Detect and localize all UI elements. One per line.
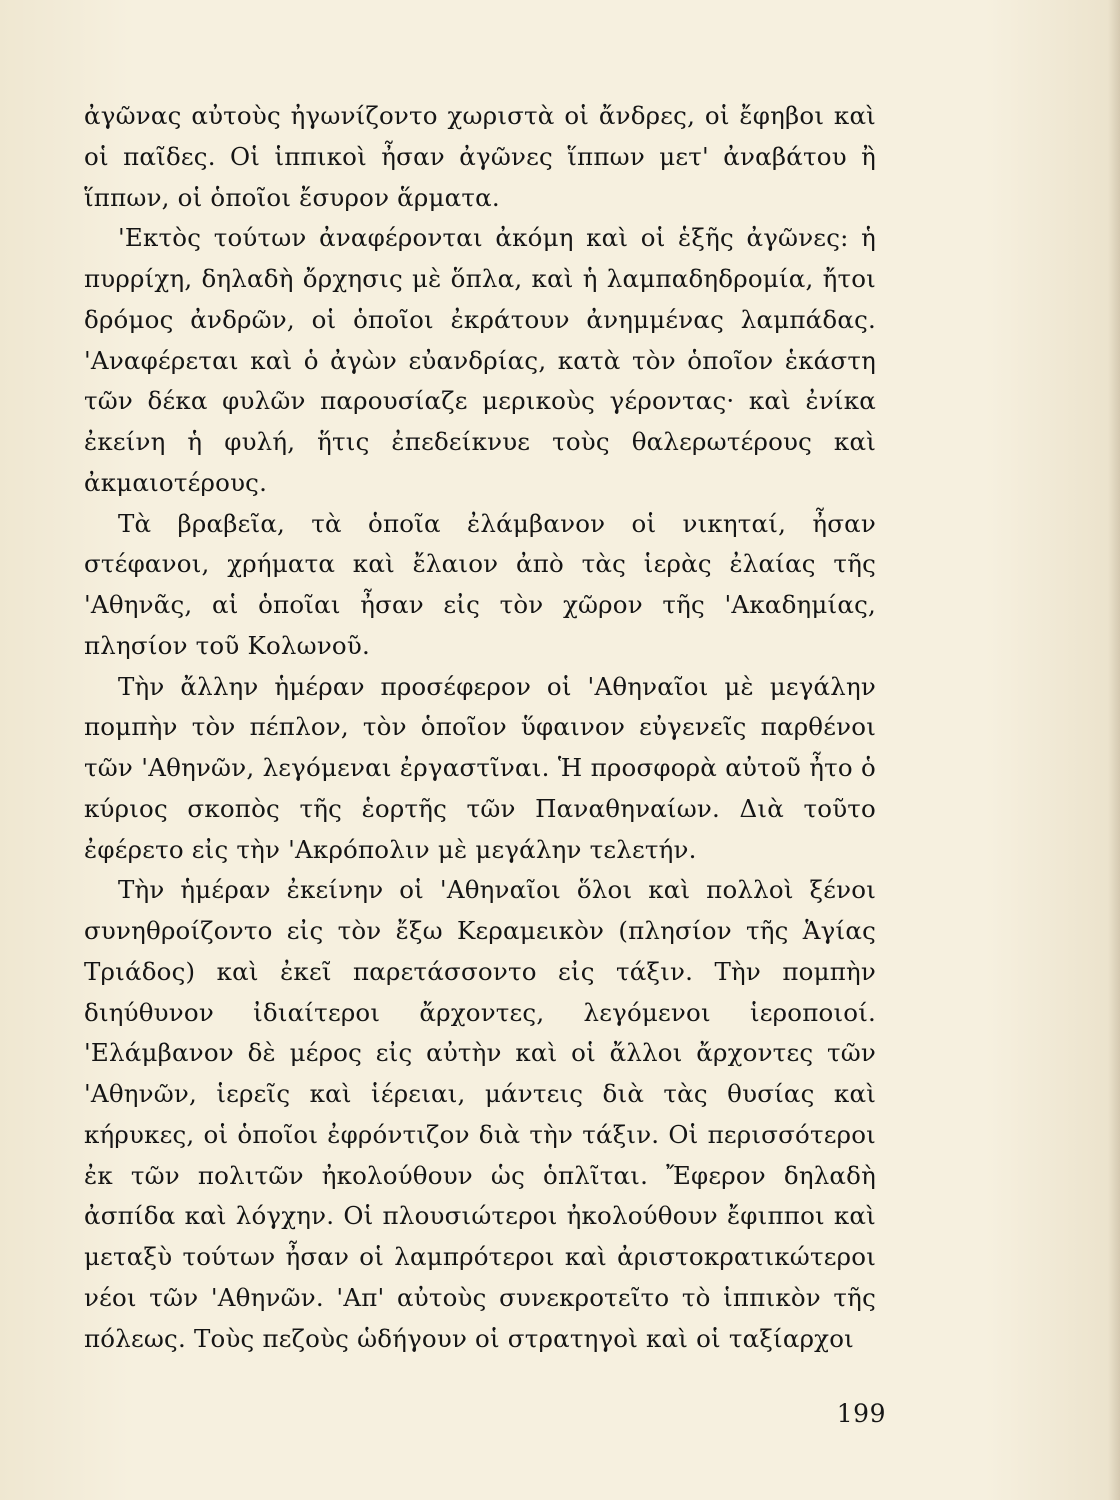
page-edge-shadow <box>1108 0 1120 1500</box>
paragraph: Τὰ βραβεῖα, τὰ ὁποῖα ἐλάμβανον οἱ νικηταί, ἦσαν στέφανοι, χρήματα καὶ ἔλαιον ἀπὸ τὰς ἱερὰς ἐλαίας τῆς 'Αθηνᾶς, αἱ ὁποῖαι ἦσαν εἰς τὸν χῶρον τῆς 'Ακαδημίας, πλησίον τοῦ Κολωνοῦ. <box>84 508 876 660</box>
paragraph: ἀγῶνας αὐτοὺς ἠγωνίζοντο χωριστὰ οἱ ἄνδρες, οἱ ἔφηβοι καὶ οἱ παῖδες. Οἱ ἱππικοὶ ἦσαν ἀγῶνες ἵππων μετ' ἀναβάτου ἢ ἵππων, οἱ ὁποῖοι ἔσυρον ἅρματα. <box>84 101 876 212</box>
body-text <box>84 96 876 1359</box>
paragraph: 'Εκτὸς τούτων ἀναφέρονται ἀκόμη καὶ οἱ ἑξῆς ἀγῶνες: ἡ πυρρίχη, δηλαδὴ ὄρχησις μὲ ὅπλα, καὶ ἡ λαμπαδηδρομία, ἤτοι δρόμος ἀνδρῶν, οἱ ὁποῖοι ἐκράτουν ἀνημμένας λαμπάδας. 'Αναφέρεται καὶ ὁ ἀγὼν εὐανδρίας, κατὰ τὸν ὁποῖον ἑκάστη τῶν δέκα φυλῶν παρουσίαζε μερικοὺς γέροντας· καὶ ἐνίκα ἐκείνη ἡ φυλή, ἥτις ἐπεδείκνυε τοὺς θαλερωτέρους καὶ ἀκμαιοτέρους. <box>84 223 876 497</box>
paragraph: Τὴν ἡμέραν ἐκείνην οἱ 'Αθηναῖοι ὅλοι καὶ πολλοὶ ξένοι συνηθροίζοντο εἰς τὸν ἔξω Κεραμεικὸν (πλησίον τῆς Ἁγίας Τριάδος) καὶ ἐκεῖ παρετάσσοντο εἰς τάξιν. Τὴν πομπὴν διηύθυνον ἰδιαίτεροι ἄρχοντες, λεγόμενοι ἱεροποιοί. 'Ελάμβανον δὲ μέρος εἰς αὐτὴν καὶ οἱ ἄλλοι ἄρχοντες τῶν 'Αθηνῶν, ἱερεῖς καὶ ἱέρειαι, μάντεις διὰ τὰς θυσίας καὶ κήρυκες, οἱ ὁποῖοι ἐφρόντιζον διὰ τὴν τάξιν. Οἱ περισσότεροι ἐκ τῶν πολιτῶν ἠκολούθουν ὡς ὁπλῖται. Ἔφερον δηλαδὴ ἀσπίδα καὶ λόγχην. Οἱ πλουσιώτεροι ἠκολούθουν ἔφιπποι καὶ μεταξὺ τούτων ἦσαν οἱ λαμπρότεροι καὶ ἀριστοκρατικώτεροι νέοι τῶν 'Αθηνῶν. 'Απ' αὐτοὺς συνεκροτεῖτο τὸ ἱππικὸν τῆς πόλεως. Τοὺς πεζοὺς ὡδήγουν οἱ στρατηγοὶ καὶ οἱ ταξίαρχοι <box>84 875 876 1353</box>
page-number: 199 <box>836 1399 886 1428</box>
paragraph: Τὴν ἄλλην ἡμέραν προσέφερον οἱ 'Αθηναῖοι μὲ μεγάλην πομπὴν τὸν πέπλον, τὸν ὁποῖον ὕφαινον εὐγενεῖς παρθένοι τῶν 'Αθηνῶν, λεγόμεναι ἐργαστῖναι. Ἡ προσφορὰ αὐτοῦ ἦτο ὁ κύριος σκοπὸς τῆς ἑορτῆς τῶν Παναθηναίων. Διὰ τοῦτο ἐφέρετο εἰς τὴν 'Ακρόπολιν μὲ μεγάλην τελετήν. <box>84 671 876 864</box>
